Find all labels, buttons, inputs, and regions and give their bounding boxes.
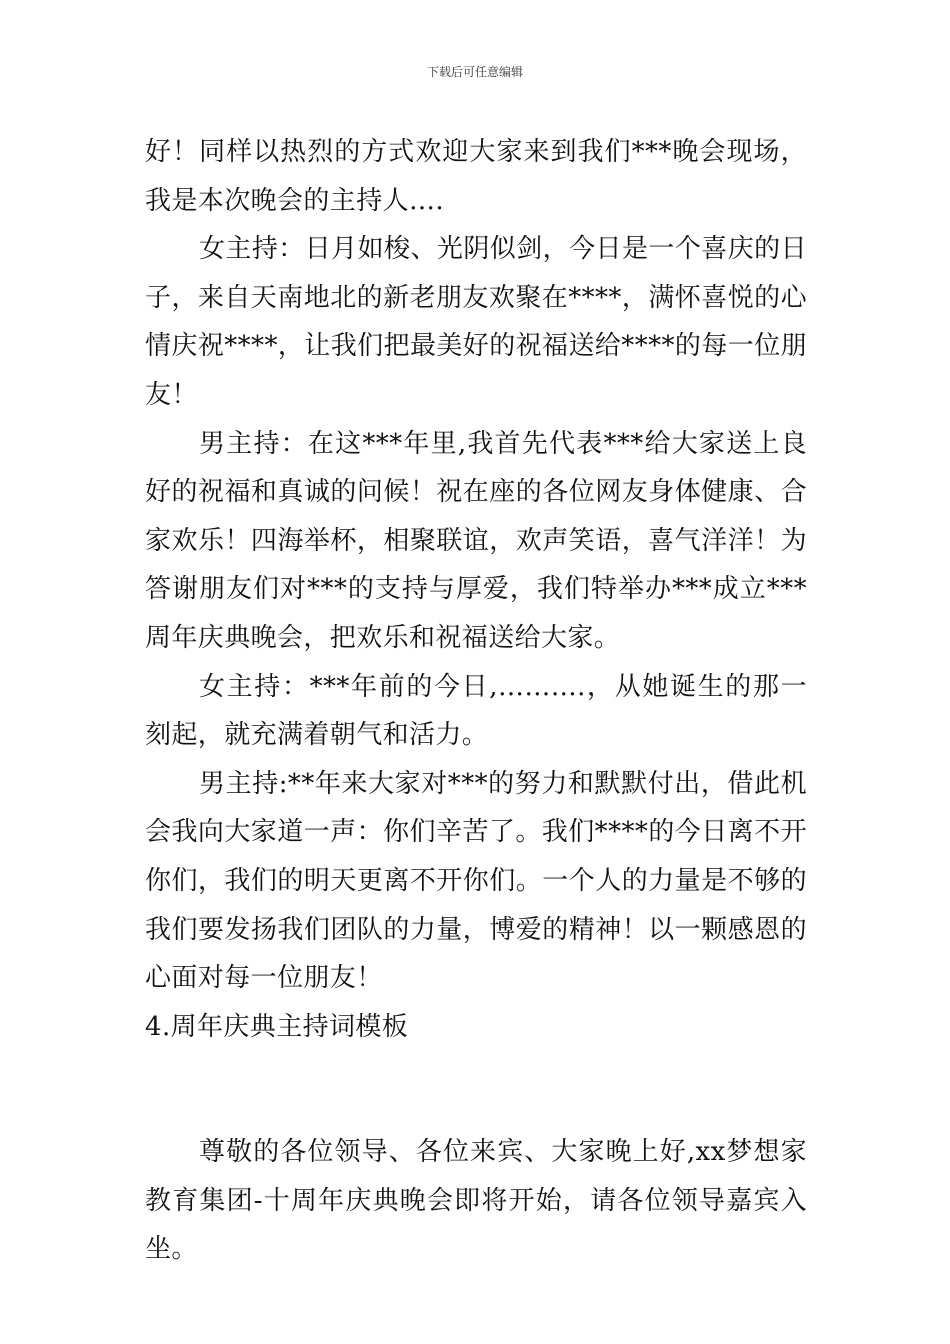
paragraph-female-host-1: 女主持：日月如梭、光阴似剑，今日是一个喜庆的日子，来自天南地北的新老朋友欢聚在****，满怀喜悦的心情庆祝****，让我们把最美好的祝福送给****的每一位朋友！: [145, 234, 807, 410]
document-body: [145, 128, 807, 1274]
page-header: 下载后可任意编辑: [426, 65, 523, 79]
blank-line: [145, 1051, 807, 1128]
paragraph-continued-welcome: 好！同样以热烈的方式欢迎大家来到我们***晚会现场，我是本次晚会的主持人….: [145, 137, 807, 216]
section-heading: 4.周年庆典主持词模板: [145, 1011, 409, 1042]
paragraph-female-host-2: 女主持：***年前的今日,……….，从她诞生的那一刻起，就充满着朝气和活力。: [145, 671, 807, 751]
paragraph-male-host-1: 男主持：在这***年里,我首先代表***给大家送上良好的祝福和真诚的问候！祝在座的各位网友身体健康、合家欢乐！四海举杯，相聚联谊，欢声笑语，喜气洋洋！为答谢朋友们对***的支持与厚爱，我们特举办***成立***周年庆典晚会，把欢乐和祝福送给大家。: [145, 428, 807, 653]
paragraph-male-host-2: 男主持:**年来大家对***的努力和默默付出，借此机会我向大家道一声：你们辛苦了。我们****的今日离不开你们，我们的明天更离不开你们。一个人的力量是不够的我们要发扬我们团队的力量，博爱的精神！以一颗感恩的心面对每一位朋友！: [145, 768, 807, 994]
paragraph-opening-greeting: 尊敬的各位领导、各位来宾、大家晚上好,xx梦想家教育集团-十周年庆典晚会即将开始，请各位领导嘉宾入坐。: [145, 1137, 807, 1265]
